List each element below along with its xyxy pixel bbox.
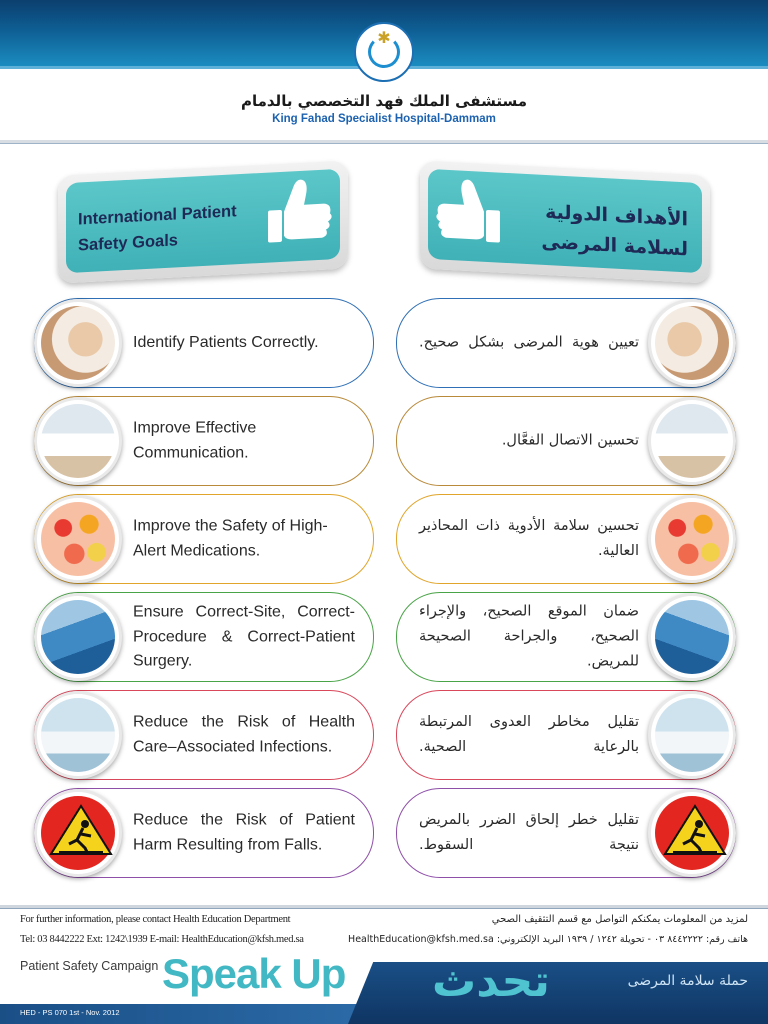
photo-patient-wristband <box>648 299 736 387</box>
campaign-label-arabic: حملة سلامة المرضى <box>627 973 748 989</box>
photo-surgery-team <box>648 593 736 681</box>
warning-triangle-icon <box>655 796 735 876</box>
footer-phone-email-english: Tel: 03 8442222 Ext: 1242\1939 E-mail: HealthEducation@kfsh.med.sa <box>20 934 304 945</box>
footer-contact-english: For further information, please contact Health Education Department <box>20 914 291 925</box>
goal-text-arabic: تحسين الاتصال الفعَّال. <box>501 432 639 449</box>
footer-contact-arabic: لمزيد من المعلومات يمكنكم التواصل مع قسم التثقيف الصحي <box>491 914 748 925</box>
photo-doctor-consultation <box>34 397 122 485</box>
header-title-arabic <box>518 196 688 265</box>
goal-text-arabic: ضمان الموقع الصحيح، والإجراء الصحيح، والجراحة الصحيحة للمريض. <box>419 603 639 670</box>
goal-text-arabic: تقليل مخاطر العدوى المرتبطة بالرعاية الصحية. <box>419 714 639 755</box>
thumbs-up-icon <box>264 173 336 257</box>
warning-triangle-icon <box>41 796 121 876</box>
photo-patient-wristband <box>34 299 122 387</box>
divider <box>0 908 768 909</box>
photo-medication-pills <box>34 495 122 583</box>
hospital-logo <box>340 22 428 94</box>
goal-text-arabic: تقليل خطر إلحاق الضرر بالمريض نتيجة السقوط. <box>419 812 639 853</box>
hospital-name-english: King Fahad Specialist Hospital-Dammam <box>272 113 496 125</box>
photo-doctor-consultation <box>648 397 736 485</box>
photo-patient-in-bed <box>34 691 122 779</box>
header-card-inner <box>428 169 702 273</box>
hospital-name-arabic: مستشفى الملك فهد التخصصي بالدمام <box>240 92 528 110</box>
speak-up-logo-arabic: تحدث <box>432 956 550 1007</box>
bottom-banner-blue <box>348 962 768 1024</box>
header-title-line: Safety Goals <box>78 231 178 255</box>
photo-medication-pills <box>648 495 736 583</box>
photo-surgery-team <box>34 593 122 681</box>
photo-fall-warning-sign <box>34 789 122 877</box>
header-card-inner <box>66 169 340 273</box>
document-code: HED - PS 070 1st - Nov. 2012 <box>20 1008 120 1017</box>
photo-patient-in-bed <box>648 691 736 779</box>
goal-text-english: Reduce the Risk of Patient Harm Resulting from Falls. <box>133 811 355 853</box>
header-title-line: International Patient <box>78 202 237 229</box>
header-title-line: الأهداف الدولية <box>545 200 688 231</box>
goal-text-english: Improve Effective Communication. <box>133 419 257 461</box>
goal-text-english: Identify Patients Correctly. <box>133 333 319 351</box>
speak-up-logo: Speak Up <box>162 950 346 997</box>
header-card-english <box>58 160 348 283</box>
header-title-line: لسلامة المرضى <box>541 230 688 261</box>
thumbs-up-icon <box>432 173 504 257</box>
header-card-arabic <box>420 160 710 283</box>
footer-phone-email-arabic: هاتف رقم: ٨٤٤٢٢٢٢ ٠٣ - تحويلة ١٢٤٢ / ١٩٣٩ البريد الإلكتروني: HealthEducation@kfsh.med.sa <box>348 934 748 945</box>
goal-text-arabic: تعيين هوية المرضى بشكل صحيح. <box>419 334 639 351</box>
goal-text-arabic: تحسين سلامة الأدوية ذات المحاذير العالية. <box>419 518 639 559</box>
goal-text-english: Ensure Correct-Site, Correct-Procedure & Correct-Patient Surgery. <box>133 603 355 670</box>
divider <box>0 143 768 144</box>
header-title-english <box>78 197 258 258</box>
logo-circle <box>354 22 414 82</box>
goal-text-english: Improve the Safety of High-Alert Medications. <box>133 517 328 559</box>
campaign-label-english: Patient Safety Campaign <box>20 959 159 973</box>
palm-icon: ✱ <box>377 28 391 47</box>
photo-fall-warning-sign <box>648 789 736 877</box>
goal-text-english: Reduce the Risk of Health Care–Associated Infections. <box>133 713 355 755</box>
